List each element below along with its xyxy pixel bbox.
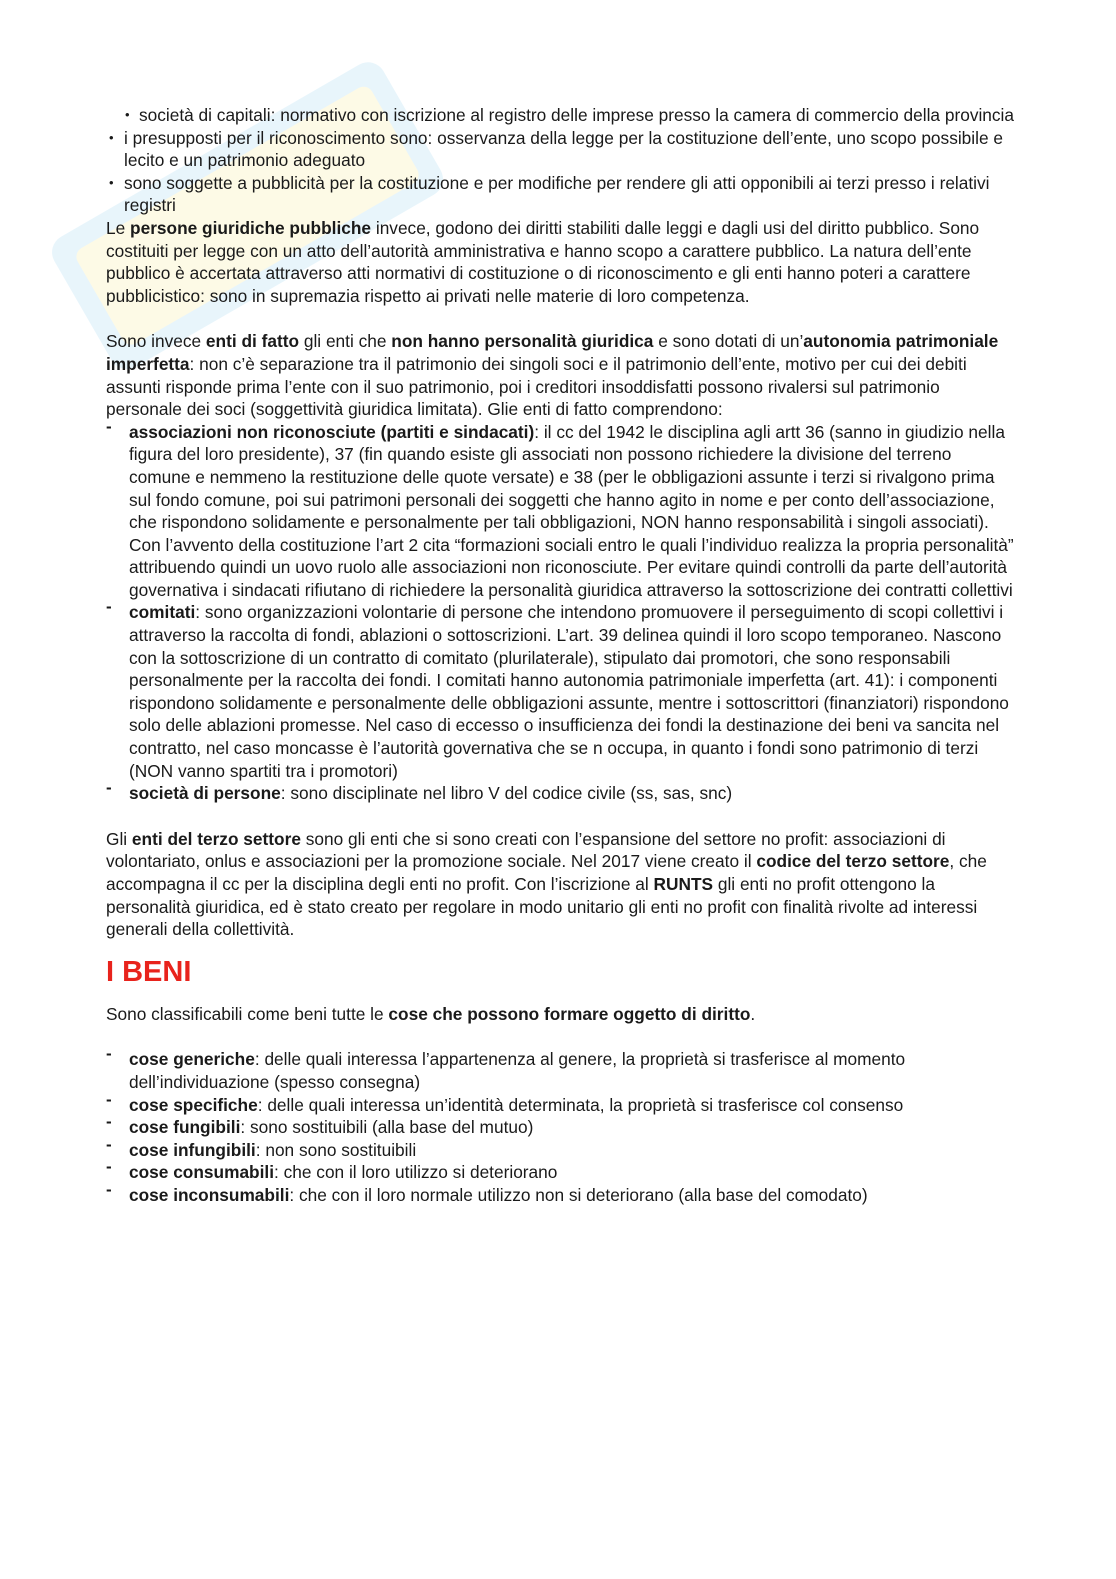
list-item: • sono soggette a pubblicità per la costituzione e per modifiche per rendere gli atti opponibili ai terzi presso i relativi registri (106, 172, 1016, 217)
list-item: - comitati: sono organizzazioni volontarie di persone che intendono promuovere il perseguimento di scopi collettivi i attraverso la raccolta di fondi, ablazioni o sottoscrizioni. L’art. 39 delinea quindi il loro scopo temporaneo. Nascono con la sottoscrizione di un contratto di comitato (plurilaterale), stipulato dai promotori, che sono responsabili personalmente per la raccolta dei fondi. I comitati hanno autonomia patrimoniale imperfetta (art. 41): i componenti rispondono solidamente e personalmente delle obbligazioni assunte, mentre i sottoscrittori (finanziatori) rispondono solo delle ablazioni promesse. Nel caso di eccesso o insufficienza dei fondi la destinazione dei beni va sancita nel contratto, nel caso moncasse è l’autorità governativa che se n occupa, in quanto i fondi sono patrimonio di terzi (NON vanno spartiti tra i promotori) (106, 601, 1016, 782)
list-item: - cose generiche: delle quali interessa l’appartenenza al genere, la proprietà si trasferisce al momento dell’individuazione (spesso consegna) (106, 1048, 1016, 1093)
list-item: - cose specifiche: delle quali interessa un’identità determinata, la proprietà si trasferisce col consenso (106, 1094, 1016, 1117)
paragraph-persone-pubbliche: Le persone giuridiche pubbliche invece, godono dei diritti stabiliti dalle leggi e dagli usi del diritto pubblico. Sono costituiti per legge con un atto dell’autorità amministrativa e hanno scopo a carattere pubblico. La natura dell’ente pubblico è accertata attraverso atti normativi di costituzione o di riconoscimento e gli enti hanno poteri a carattere pubblicistico: sono in supremazia rispetto ai privati nelle materie di loro competenza. (106, 217, 980, 306)
paragraph-enti-di-fatto: Sono invece enti di fatto gli enti che non hanno personalità giuridica e sono dotati di un’autonomia patrimoniale imperfetta: non c’è separazione tra il patrimonio dei singoli soci e il patrimonio dell’ente, motivo per cui dei debiti assunti risponde prima l’ente con il suo patrimonio, poi i creditori insoddisfatti possono rivalersi sul patrimonio personale dei soci (soggettività giuridica limitata). Glie enti di fatto comprendono: (106, 331, 999, 420)
list-item: - società di persone: sono disciplinate nel libro V del codice civile (ss, sas, snc) (106, 782, 1016, 805)
list-item: - cose infungibili: non sono sostituibili (106, 1139, 1016, 1162)
enti-di-fatto-list (106, 421, 1016, 805)
list-item: - cose fungibili: sono sostituibili (alla base del mutuo) (106, 1116, 1016, 1139)
bullet-list (106, 127, 1016, 217)
list-item: • i presupposti per il riconoscimento sono: osservanza della legge per la costituzione dell’ente, uno scopo possibile e lecito e un patrimonio adeguato (106, 127, 1016, 172)
list-item: - associazioni non riconosciute (partiti e sindacati): il cc del 1942 le disciplina agli artt 36 (sanno in giudizio nella figura del loro presidente), 37 (fin quando esiste gli associati non possono richiedere la divisione del terreno comune e nemmeno la restituzione delle quote versate) e 38 (per le obbligazioni assunte i terzi si rivalgono prima sul fondo comune, poi sui patrimoni personali dei soggetti che hanno agito in nome e per conto dell’associazione, che rispondono solidamente e personalmente per tali obbligazioni, NON hanno responsabilità i singoli associati). Con l’avvento della costituzione l’art 2 cita “formazioni sociali entro le quali l’individuo realizza la propria personalità” attribuendo quindi un uovo ruolo alle associazioni non riconosciute. Per evitare quindi controlli da parte dell’autorità governativa i sindacati rifiutano di richiedere la personalità giuridica attraverso la sottoscrizione dei contratti collettivi (106, 421, 1016, 602)
beni-list (106, 1048, 1016, 1206)
section-heading-beni: I BENI (106, 955, 192, 988)
sub-bullet-list (106, 104, 1016, 127)
document-body (106, 104, 1016, 1207)
paragraph-beni-intro: Sono classificabili come beni tutte le cose che possono formare oggetto di diritto. (106, 1003, 756, 1024)
list-item: - cose inconsumabili: che con il loro normale utilizzo non si deteriorano (alla base del comodato) (106, 1184, 1016, 1207)
list-item: • società di capitali: normativo con iscrizione al registro delle imprese presso la camera di commercio della provincia (106, 104, 1016, 127)
list-item: - cose consumabili: che con il loro utilizzo si deteriorano (106, 1161, 1016, 1184)
paragraph-terzo-settore: Gli enti del terzo settore sono gli enti che si sono creati con l’espansione del settore no profit: associazioni di volontariato, onlus e associazioni per la promozione sociale. Nel 2017 viene creato il codice del terzo settore, che accompagna il cc per la disciplina degli enti no profit. Con l’iscrizione al RUNTS gli enti no profit ottengono la personalità giuridica, ed è stato creato per regolare in modo unitario gli enti no profit con finalità rivolte ad interessi generali della collettività. (106, 828, 987, 940)
